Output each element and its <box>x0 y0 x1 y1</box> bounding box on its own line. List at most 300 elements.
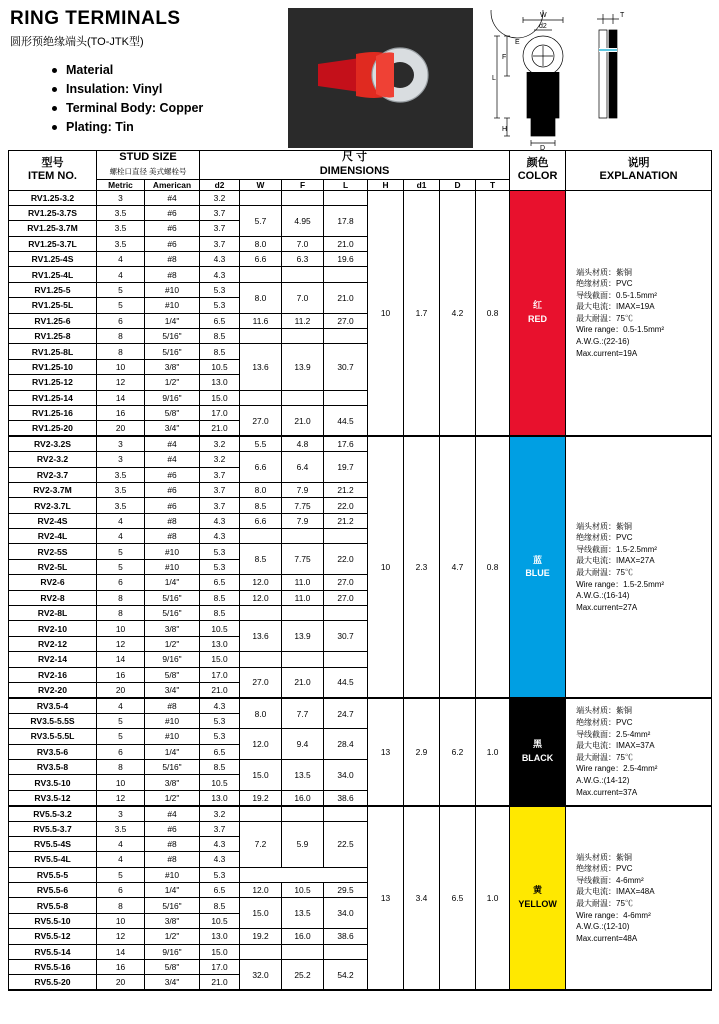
cell-stud-american: 5/8" <box>145 405 200 420</box>
cell-stud-american: #8 <box>145 513 200 528</box>
cell-stud-metric: 8 <box>97 344 145 359</box>
cell-d2: 13.0 <box>200 790 240 805</box>
cell-item-no: RV3.5-8 <box>9 759 97 774</box>
cell-L <box>324 390 368 405</box>
cell-stud-metric: 14 <box>97 390 145 405</box>
cell-D: 6.2 <box>440 698 476 806</box>
cell-W <box>240 190 282 205</box>
cell-item-no: RV2-10 <box>9 621 97 636</box>
cell-d1: 3.4 <box>404 806 440 991</box>
cell-stud-metric: 3 <box>97 436 145 451</box>
cell-L: 21.2 <box>324 482 368 497</box>
cell-explanation <box>566 436 712 698</box>
explanation-line: 端头材质：紫铜 <box>576 521 633 531</box>
cell-stud-metric: 3 <box>97 806 145 821</box>
cell-W <box>240 944 282 959</box>
header-expl-cn: 说明 <box>627 156 650 169</box>
cell-F: 25.2 <box>282 960 324 991</box>
cell-d2: 5.3 <box>200 282 240 297</box>
cell-stud-american: 3/8" <box>145 913 200 928</box>
cell-stud-metric: 12 <box>97 929 145 944</box>
cell-item-no: RV1.25-10 <box>9 359 97 374</box>
explanation-line: 导线截面：4-6mm² <box>576 875 644 885</box>
cell-F: 4.95 <box>282 205 324 236</box>
cell-D: 4.7 <box>440 436 476 698</box>
header-stud-en: STUD SIZE <box>119 151 177 163</box>
explanation-line: 最大耐温：75℃ <box>576 568 633 578</box>
cell-L: 27.0 <box>324 590 368 605</box>
cell-stud-metric: 20 <box>97 683 145 698</box>
cell-item-no: RV2-8 <box>9 590 97 605</box>
cell-item-no: RV1.25-14 <box>9 390 97 405</box>
cell-L: 19.7 <box>324 452 368 483</box>
dim-label-F: F <box>502 54 507 61</box>
cell-W <box>240 529 282 544</box>
cell-explanation <box>566 698 712 806</box>
cell-F: 6.3 <box>282 252 324 267</box>
cell-stud-metric: 3.5 <box>97 467 145 482</box>
explanation-line: 端头材质：紫铜 <box>576 706 633 716</box>
cell-W: 7.2 <box>240 821 282 867</box>
cell-item-no: RV1.25-20 <box>9 421 97 436</box>
cell-stud-metric: 5 <box>97 282 145 297</box>
explanation-line: 最大电流：IMAX=19A <box>576 302 655 312</box>
cell-L: 38.6 <box>324 929 368 944</box>
cell-stud-metric: 16 <box>97 405 145 420</box>
cell-item-no: RV2-16 <box>9 667 97 682</box>
cell-L: 22.0 <box>324 544 368 575</box>
cell-stud-american: 3/8" <box>145 621 200 636</box>
cell-d2: 10.5 <box>200 775 240 790</box>
header-color <box>510 151 566 191</box>
cell-stud-american: #6 <box>145 821 200 836</box>
cell-W: 8.0 <box>240 236 282 251</box>
cell-color-swatch <box>510 806 566 991</box>
cell-stud-american: #8 <box>145 529 200 544</box>
cell-F <box>282 329 324 344</box>
cell-L: 27.0 <box>324 575 368 590</box>
cell-stud-metric: 4 <box>97 529 145 544</box>
header-dim-T: T <box>476 179 510 190</box>
cell-item-no: RV3.5-6 <box>9 744 97 759</box>
cell-item-no: RV2-5S <box>9 544 97 559</box>
cell-d2: 4.3 <box>200 513 240 528</box>
cell-item-no: RV3.5-10 <box>9 775 97 790</box>
cell-W: 8.0 <box>240 282 282 313</box>
cell-stud-american: #10 <box>145 713 200 728</box>
cell-item-no: RV2-3.2 <box>9 452 97 467</box>
cell-item-no: RV1.25-8L <box>9 344 97 359</box>
table-row <box>9 436 712 451</box>
cell-W: 12.0 <box>240 590 282 605</box>
cell-L: 19.6 <box>324 252 368 267</box>
cell-d2: 13.0 <box>200 636 240 651</box>
cell-D: 6.5 <box>440 806 476 991</box>
cell-T: 1.0 <box>476 806 510 991</box>
cell-F: 21.0 <box>282 667 324 698</box>
cell-d1: 2.9 <box>404 698 440 806</box>
cell-stud-metric: 4 <box>97 698 145 713</box>
cell-item-no: RV1.25-4S <box>9 252 97 267</box>
cell-F: 4.8 <box>282 436 324 451</box>
cell-L: 44.5 <box>324 405 368 436</box>
cell-L: 21.0 <box>324 282 368 313</box>
header-expl-en: EXPLANATION <box>599 170 678 183</box>
cell-item-no: RV1.25-6 <box>9 313 97 328</box>
cell-d2: 8.5 <box>200 344 240 359</box>
cell-W: 5.7 <box>240 205 282 236</box>
cell-L: 27.0 <box>324 313 368 328</box>
cell-d2: 5.3 <box>200 298 240 313</box>
cell-F: 6.4 <box>282 452 324 483</box>
cell-W: 13.6 <box>240 621 282 652</box>
cell-F: 7.0 <box>282 236 324 251</box>
cell-item-no: RV5.5-16 <box>9 960 97 975</box>
explanation-line: 导线截面：0.5-1.5mm² <box>576 290 657 300</box>
cell-stud-american: #6 <box>145 236 200 251</box>
cell-L <box>324 529 368 544</box>
cell-d2: 8.5 <box>200 606 240 621</box>
product-photo <box>288 8 473 148</box>
cell-F: 16.0 <box>282 790 324 805</box>
cell-stud-metric: 5 <box>97 559 145 574</box>
cell-W: 8.5 <box>240 498 282 513</box>
cell-stud-american: 9/16" <box>145 944 200 959</box>
cell-stud-american: 1/4" <box>145 883 200 898</box>
header-stud-american: American <box>145 179 200 190</box>
explanation-line: A.W.G.:(22-16) <box>576 337 630 347</box>
cell-stud-american: #6 <box>145 467 200 482</box>
cell-F: 21.0 <box>282 405 324 436</box>
cell-W <box>240 806 282 821</box>
table-row <box>9 806 712 821</box>
cell-d2: 10.5 <box>200 621 240 636</box>
cell-L <box>324 652 368 667</box>
cell-stud-metric: 5 <box>97 867 145 882</box>
cell-F: 13.5 <box>282 759 324 790</box>
cell-d2: 5.3 <box>200 544 240 559</box>
cell-item-no: RV2-4S <box>9 513 97 528</box>
cell-W: 6.6 <box>240 513 282 528</box>
cell-L: 21.0 <box>324 236 368 251</box>
cell-stud-american: #6 <box>145 498 200 513</box>
cell-item-no: RV2-4L <box>9 529 97 544</box>
cell-item-no: RV5.5-8 <box>9 898 97 913</box>
explanation-line: 最大电流：IMAX=27A <box>576 556 655 566</box>
cell-F: 10.5 <box>282 883 324 898</box>
cell-d1: 2.3 <box>404 436 440 698</box>
cell-item-no: RV5.5-4S <box>9 836 97 851</box>
header-item-en: ITEM NO. <box>28 170 77 183</box>
cell-stud-metric: 10 <box>97 621 145 636</box>
header-dimensions <box>200 151 510 180</box>
explanation-line: Wire range：4-6mm² <box>576 910 651 920</box>
cell-d2: 8.5 <box>200 898 240 913</box>
cell-L: 17.6 <box>324 436 368 451</box>
cell-d2: 10.5 <box>200 913 240 928</box>
cell-stud-american: #4 <box>145 806 200 821</box>
cell-F: 5.9 <box>282 821 324 867</box>
cell-W: 6.6 <box>240 252 282 267</box>
cell-W <box>240 267 282 282</box>
cell-stud-american: #10 <box>145 282 200 297</box>
color-label-en: BLUE <box>525 568 550 579</box>
cell-stud-metric: 20 <box>97 975 145 990</box>
cell-L: 29.5 <box>324 883 368 898</box>
cell-W: 15.0 <box>240 759 282 790</box>
cell-stud-metric: 8 <box>97 590 145 605</box>
cell-F <box>282 606 324 621</box>
cell-stud-metric: 12 <box>97 636 145 651</box>
page-subtitle: 圆形预绝缘端头(TO-JTK型) <box>10 36 144 48</box>
cell-item-no: RV1.25-12 <box>9 375 97 390</box>
cell-stud-metric: 14 <box>97 944 145 959</box>
explanation-line: Max.current=48A <box>576 933 638 943</box>
cell-H: 10 <box>368 436 404 698</box>
cell-stud-metric: 4 <box>97 252 145 267</box>
cell-L <box>324 329 368 344</box>
cell-W: 5.5 <box>240 436 282 451</box>
cell-stud-american: 1/4" <box>145 744 200 759</box>
cell-stud-american: 5/8" <box>145 667 200 682</box>
cell-item-no: RV2-5L <box>9 559 97 574</box>
specification-table <box>8 150 712 991</box>
cell-stud-metric: 3.5 <box>97 221 145 236</box>
cell-stud-american: #10 <box>145 544 200 559</box>
cell-d2: 3.7 <box>200 482 240 497</box>
cell-stud-metric: 8 <box>97 329 145 344</box>
table-row <box>9 190 712 205</box>
cell-F: 13.5 <box>282 898 324 929</box>
cell-L: 22.5 <box>324 821 368 867</box>
cell-item-no: RV5.5-5 <box>9 867 97 882</box>
explanation-line: 最大耐温：75℃ <box>576 313 633 323</box>
cell-item-no: RV1.25-3.7L <box>9 236 97 251</box>
list-item: Insulation: Vinyl <box>52 82 288 96</box>
cell-stud-metric: 4 <box>97 513 145 528</box>
cell-d2: 15.0 <box>200 652 240 667</box>
cell-D: 4.2 <box>440 190 476 436</box>
page-header <box>0 0 719 150</box>
cell-F: 7.9 <box>282 513 324 528</box>
cell-W: 8.0 <box>240 698 282 729</box>
cell-d2: 21.0 <box>200 683 240 698</box>
cell-item-no: RV3.5-5.5S <box>9 713 97 728</box>
cell-W: 11.6 <box>240 313 282 328</box>
cell-d2: 6.5 <box>200 744 240 759</box>
cell-item-no: RV2-8L <box>9 606 97 621</box>
cell-stud-metric: 6 <box>97 575 145 590</box>
cell-item-no: RV1.25-4L <box>9 267 97 282</box>
cell-d2: 5.3 <box>200 713 240 728</box>
cell-stud-metric: 8 <box>97 759 145 774</box>
header-explanation <box>566 151 712 191</box>
cell-stud-metric: 8 <box>97 606 145 621</box>
cell-d2: 8.5 <box>200 759 240 774</box>
dim-label-T: T <box>620 12 625 19</box>
cell-d2: 3.2 <box>200 806 240 821</box>
cell-stud-american: 5/16" <box>145 606 200 621</box>
cell-stud-american: #6 <box>145 205 200 220</box>
cell-stud-american: 9/16" <box>145 652 200 667</box>
cell-d2: 3.7 <box>200 236 240 251</box>
cell-L: 34.0 <box>324 898 368 929</box>
cell-W: 27.0 <box>240 405 282 436</box>
explanation-line: 端头材质：紫铜 <box>576 267 633 277</box>
cell-F: 13.9 <box>282 621 324 652</box>
cell-d2: 8.5 <box>200 329 240 344</box>
explanation-line: 导线截面：1.5-2.5mm² <box>576 544 657 554</box>
cell-color-swatch <box>510 190 566 436</box>
cell-H: 13 <box>368 806 404 991</box>
cell-stud-american: 1/4" <box>145 575 200 590</box>
cell-W <box>240 329 282 344</box>
cell-d2: 4.3 <box>200 836 240 851</box>
cell-stud-american: 1/2" <box>145 929 200 944</box>
header-stud-cn: 螺栓口直径 美式螺栓号 <box>109 166 187 176</box>
cell-H: 13 <box>368 698 404 806</box>
cell-d2: 5.3 <box>200 559 240 574</box>
cell-item-no: RV5.5-20 <box>9 975 97 990</box>
cell-stud-american: 3/8" <box>145 775 200 790</box>
cell-F <box>282 944 324 959</box>
cell-d2: 6.5 <box>200 313 240 328</box>
cell-stud-american: 9/16" <box>145 390 200 405</box>
cell-stud-american: #4 <box>145 452 200 467</box>
cell-stud-american: 5/16" <box>145 898 200 913</box>
header-dim-en: DIMENSIONS <box>319 164 390 177</box>
cell-item-no: RV1.25-16 <box>9 405 97 420</box>
cell-W: 6.6 <box>240 452 282 483</box>
header-dim-W: W <box>240 179 282 190</box>
cell-L: 21.2 <box>324 513 368 528</box>
cell-stud-metric: 5 <box>97 713 145 728</box>
cell-stud-american: 1/2" <box>145 636 200 651</box>
dim-label-L: L <box>492 75 496 82</box>
cell-item-no: RV2-14 <box>9 652 97 667</box>
cell-item-no: RV5.5-12 <box>9 929 97 944</box>
cell-stud-metric: 3.5 <box>97 482 145 497</box>
cell-item-no: RV1.25-3.2 <box>9 190 97 205</box>
cell-item-no: RV5.5-3.2 <box>9 806 97 821</box>
color-label-cn: 蓝 <box>533 554 543 565</box>
cell-stud-american: #8 <box>145 836 200 851</box>
cell-item-no: RV5.5-14 <box>9 944 97 959</box>
cell-W <box>240 652 282 667</box>
cell-d2: 15.0 <box>200 944 240 959</box>
cell-stud-metric: 4 <box>97 836 145 851</box>
explanation-line: Wire range：1.5-2.5mm² <box>576 579 665 589</box>
header-dim-F: F <box>282 179 324 190</box>
cell-F <box>282 267 324 282</box>
color-label-cn: 红 <box>533 300 543 311</box>
cell-item-no: RV5.5-3.7 <box>9 821 97 836</box>
cell-color-swatch <box>510 436 566 698</box>
dim-label-W: W <box>540 12 547 19</box>
cell-item-no: RV1.25-5 <box>9 282 97 297</box>
cell-stud-metric: 4 <box>97 267 145 282</box>
cell-L: 24.7 <box>324 698 368 729</box>
cell-F <box>282 529 324 544</box>
cell-T: 1.0 <box>476 698 510 806</box>
cell-stud-american: 5/16" <box>145 344 200 359</box>
explanation-line: 绝缘材质：PVC <box>576 864 633 874</box>
cell-stud-american: 1/2" <box>145 375 200 390</box>
table-header <box>9 151 712 191</box>
cell-item-no: RV2-3.2S <box>9 436 97 451</box>
cell-F <box>282 652 324 667</box>
cell-item-no: RV2-3.7M <box>9 482 97 497</box>
cell-W: 12.0 <box>240 575 282 590</box>
cell-item-no: RV5.5-6 <box>9 883 97 898</box>
header-color-cn: 颜色 <box>526 156 549 169</box>
cell-stud-metric: 12 <box>97 375 145 390</box>
cell-stud-metric: 3.5 <box>97 205 145 220</box>
cell-stud-american: 3/8" <box>145 359 200 374</box>
cell-d2: 17.0 <box>200 667 240 682</box>
cell-stud-american: 3/4" <box>145 683 200 698</box>
list-item: Plating: Tin <box>52 120 288 134</box>
cell-F: 7.75 <box>282 498 324 513</box>
list-item: Material <box>52 63 288 77</box>
cell-stud-american: 5/16" <box>145 759 200 774</box>
cell-d2: 4.3 <box>200 529 240 544</box>
cell-L <box>324 606 368 621</box>
cell-d2: 3.7 <box>200 821 240 836</box>
cell-W <box>240 606 282 621</box>
cell-stud-metric: 16 <box>97 960 145 975</box>
cell-item-no: RV5.5-4L <box>9 852 97 867</box>
cell-item-no: RV2-3.7 <box>9 467 97 482</box>
cell-stud-american: #8 <box>145 852 200 867</box>
cell-W: 19.2 <box>240 790 282 805</box>
dim-label-H: H <box>502 126 508 133</box>
cell-d2: 3.2 <box>200 436 240 451</box>
cell-d2: 6.5 <box>200 575 240 590</box>
table-row <box>9 698 712 713</box>
cell-d2: 15.0 <box>200 390 240 405</box>
cell-L <box>324 806 368 821</box>
cell-stud-metric: 6 <box>97 883 145 898</box>
cell-d2: 8.5 <box>200 590 240 605</box>
cell-stud-metric: 3.5 <box>97 236 145 251</box>
cell-T: 0.8 <box>476 436 510 698</box>
dim-label-d1: d1 <box>537 121 545 128</box>
cell-stud-american: #10 <box>145 559 200 574</box>
cell-d2: 13.0 <box>200 375 240 390</box>
cell-F: 7.75 <box>282 544 324 575</box>
cell-stud-american: #8 <box>145 698 200 713</box>
cell-d2: 5.3 <box>200 729 240 744</box>
header-dim-cn: 尺 寸 <box>342 151 368 163</box>
explanation-line: 最大耐温：75℃ <box>576 752 633 762</box>
explanation-line: 绝缘材质：PVC <box>576 717 633 727</box>
cell-stud-american: 1/2" <box>145 790 200 805</box>
cell-item-no: RV2-3.7L <box>9 498 97 513</box>
cell-stud-american: #10 <box>145 298 200 313</box>
cell-d1: 1.7 <box>404 190 440 436</box>
cell-W: 32.0 <box>240 960 282 991</box>
header-stud-size <box>97 151 200 180</box>
cell-F <box>282 190 324 205</box>
explanation-line: A.W.G.:(12-10) <box>576 922 630 932</box>
cell-item-no: RV1.25-5L <box>9 298 97 313</box>
cell-stud-metric: 5 <box>97 729 145 744</box>
cell-d2: 17.0 <box>200 405 240 420</box>
explanation-line: A.W.G.:(16-14) <box>576 591 630 601</box>
cell-L <box>324 267 368 282</box>
cell-F: 11.0 <box>282 575 324 590</box>
